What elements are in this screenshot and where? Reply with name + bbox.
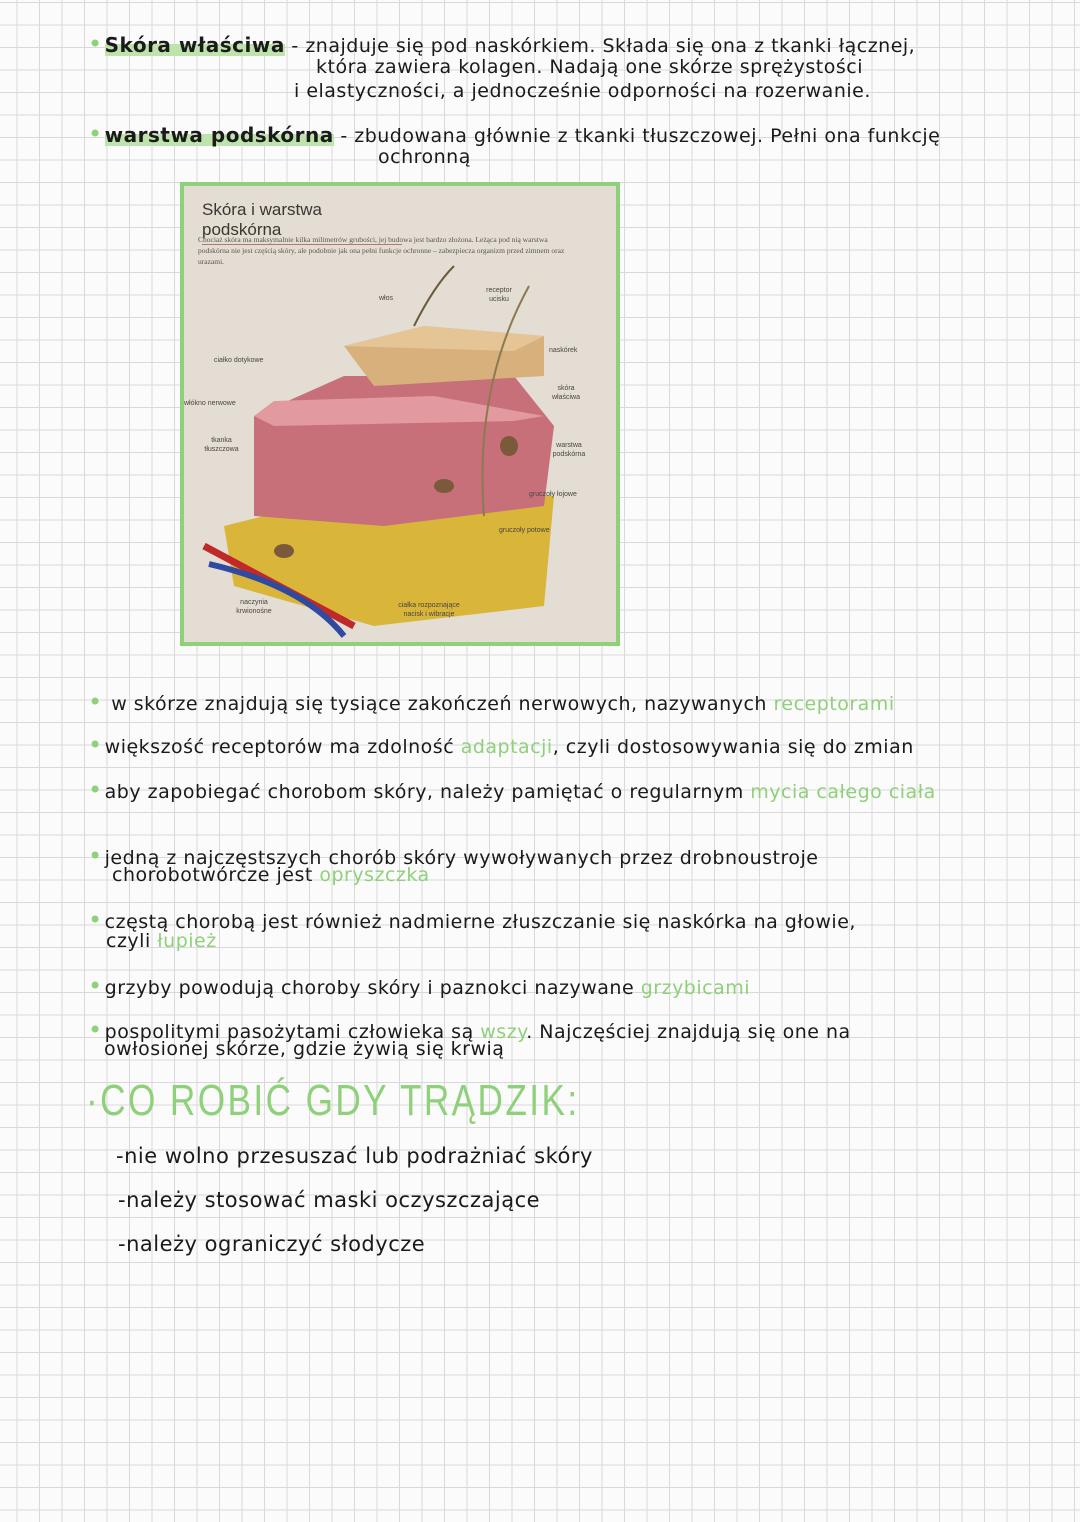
label-warstwa: warstwa podskórna bbox=[552, 442, 586, 458]
note-text: - zbudowana głównie z tkanki tłuszczowej. Pełni ona funkcję bbox=[340, 125, 941, 147]
bullet-dot: · bbox=[86, 1076, 101, 1125]
label-wlos: włos bbox=[379, 295, 394, 302]
bullet-dot: • bbox=[88, 1016, 103, 1044]
key-term: łupież bbox=[157, 930, 217, 952]
acne-item: -należy stosować maski oczyszczające bbox=[118, 1188, 541, 1212]
label-tkanka: tkanka tłuszczowa bbox=[204, 437, 239, 453]
bullet-dot: • bbox=[88, 688, 103, 716]
acne-heading bbox=[86, 1076, 580, 1126]
item-text: pospolitymi pasożytami człowieka są bbox=[104, 1021, 481, 1043]
note-text: ochronną bbox=[378, 146, 471, 168]
label-skora: skóra właściwa bbox=[551, 385, 580, 401]
label-lojowe: gruczoły łojowe bbox=[529, 491, 577, 498]
label-naskorek: naskórek bbox=[549, 347, 578, 354]
key-term: mycia całego ciała bbox=[750, 781, 936, 803]
item-text: jedną z najczęstszych chorób skóry wywoływanych przez drobnoustroje bbox=[104, 847, 819, 869]
key-term: adaptacji bbox=[460, 736, 553, 758]
skin-cross-section-illustration bbox=[184, 186, 620, 646]
bullet-dot: • bbox=[88, 776, 103, 804]
heading-text: CO ROBIĆ GDY TRĄDZIK: bbox=[100, 1076, 580, 1125]
list-item bbox=[88, 776, 936, 804]
list-item-cont bbox=[106, 930, 217, 952]
label-wlokno: włókno nerwowe bbox=[184, 400, 236, 407]
label-dotykowe: ciałko dotykowe bbox=[214, 357, 264, 364]
label-naczynia: naczynia krwionośne bbox=[236, 599, 272, 615]
term-highlight: Skóra właściwa bbox=[104, 33, 285, 57]
item-text: czyli bbox=[106, 930, 158, 952]
figure-title: Skóra i warstwa podskórna bbox=[202, 200, 402, 245]
list-item bbox=[88, 731, 914, 759]
list-item bbox=[88, 972, 750, 1000]
skin-diagram-photo bbox=[180, 182, 620, 646]
key-term: wszy bbox=[480, 1021, 527, 1043]
list-item bbox=[88, 688, 895, 716]
key-term: grzybicami bbox=[640, 977, 751, 999]
list-item-cont bbox=[104, 1038, 504, 1060]
note-text: i elastyczności, a jednocześnie odporności na rozerwanie. bbox=[294, 80, 871, 102]
item-text: , czyli dostosowywania się do zmian bbox=[552, 736, 914, 758]
note-text: która zawiera kolagen. Nadają one skórze sprężystości bbox=[316, 56, 863, 78]
item-text: większość receptorów ma zdolność bbox=[104, 736, 461, 758]
item-text: w skórze znajdują się tysiące zakończeń nerwowych, nazywanych bbox=[111, 693, 774, 715]
figure-description: Chociaż skóra ma maksymalnie kilka milimetrów grubości, jej budowa jest bardzo złożona. Leżąca pod nią warstwa podskórna nie jest częścią skóry, ale podobnie jak ona pełni funkcje ochronne – zabezpiecza organizm przed zimnem oraz urazami. bbox=[198, 235, 565, 266]
acne-item: -należy ograniczyć słodycze bbox=[118, 1232, 426, 1256]
item-text: owłosionej skórze, gdzie żywią się krwią bbox=[104, 1038, 505, 1060]
note-text: - znajduje się pod naskórkiem. Składa się ona z tkanki łącznej, bbox=[291, 35, 916, 57]
label-potowe: gruczoły potowe bbox=[499, 527, 550, 534]
list-item-cont bbox=[112, 864, 430, 886]
item-text: chorobotwórcze jest bbox=[112, 864, 320, 886]
item-text: . Najczęściej znajdują się one na bbox=[526, 1021, 851, 1043]
bullet-dot: • bbox=[88, 906, 103, 934]
item-text: częstą chorobą jest również nadmierne złuszczanie się naskórka na głowie, bbox=[104, 911, 856, 933]
term-highlight: warstwa podskórna bbox=[104, 123, 334, 147]
label-cialka-nacisk: ciałka rozpoznające nacisk i wibracje bbox=[398, 602, 460, 618]
bullet-dot: • bbox=[88, 842, 103, 870]
label-receptor: receptor ucisku bbox=[486, 287, 512, 303]
key-term: opryszczka bbox=[319, 864, 430, 886]
item-text: aby zapobiegać chorobom skóry, należy pamiętać o regularnym bbox=[104, 781, 751, 803]
bullet-dot: • bbox=[88, 972, 103, 1000]
bullet-dot: • bbox=[88, 30, 103, 58]
bullet-dot: • bbox=[88, 731, 103, 759]
acne-item: -nie wolno przesuszać lub podrażniać skóry bbox=[116, 1144, 593, 1168]
key-term: receptorami bbox=[773, 693, 895, 715]
bullet-dot: • bbox=[88, 120, 103, 148]
item-text: grzyby powodują choroby skóry i paznokci nazywane bbox=[104, 977, 641, 999]
